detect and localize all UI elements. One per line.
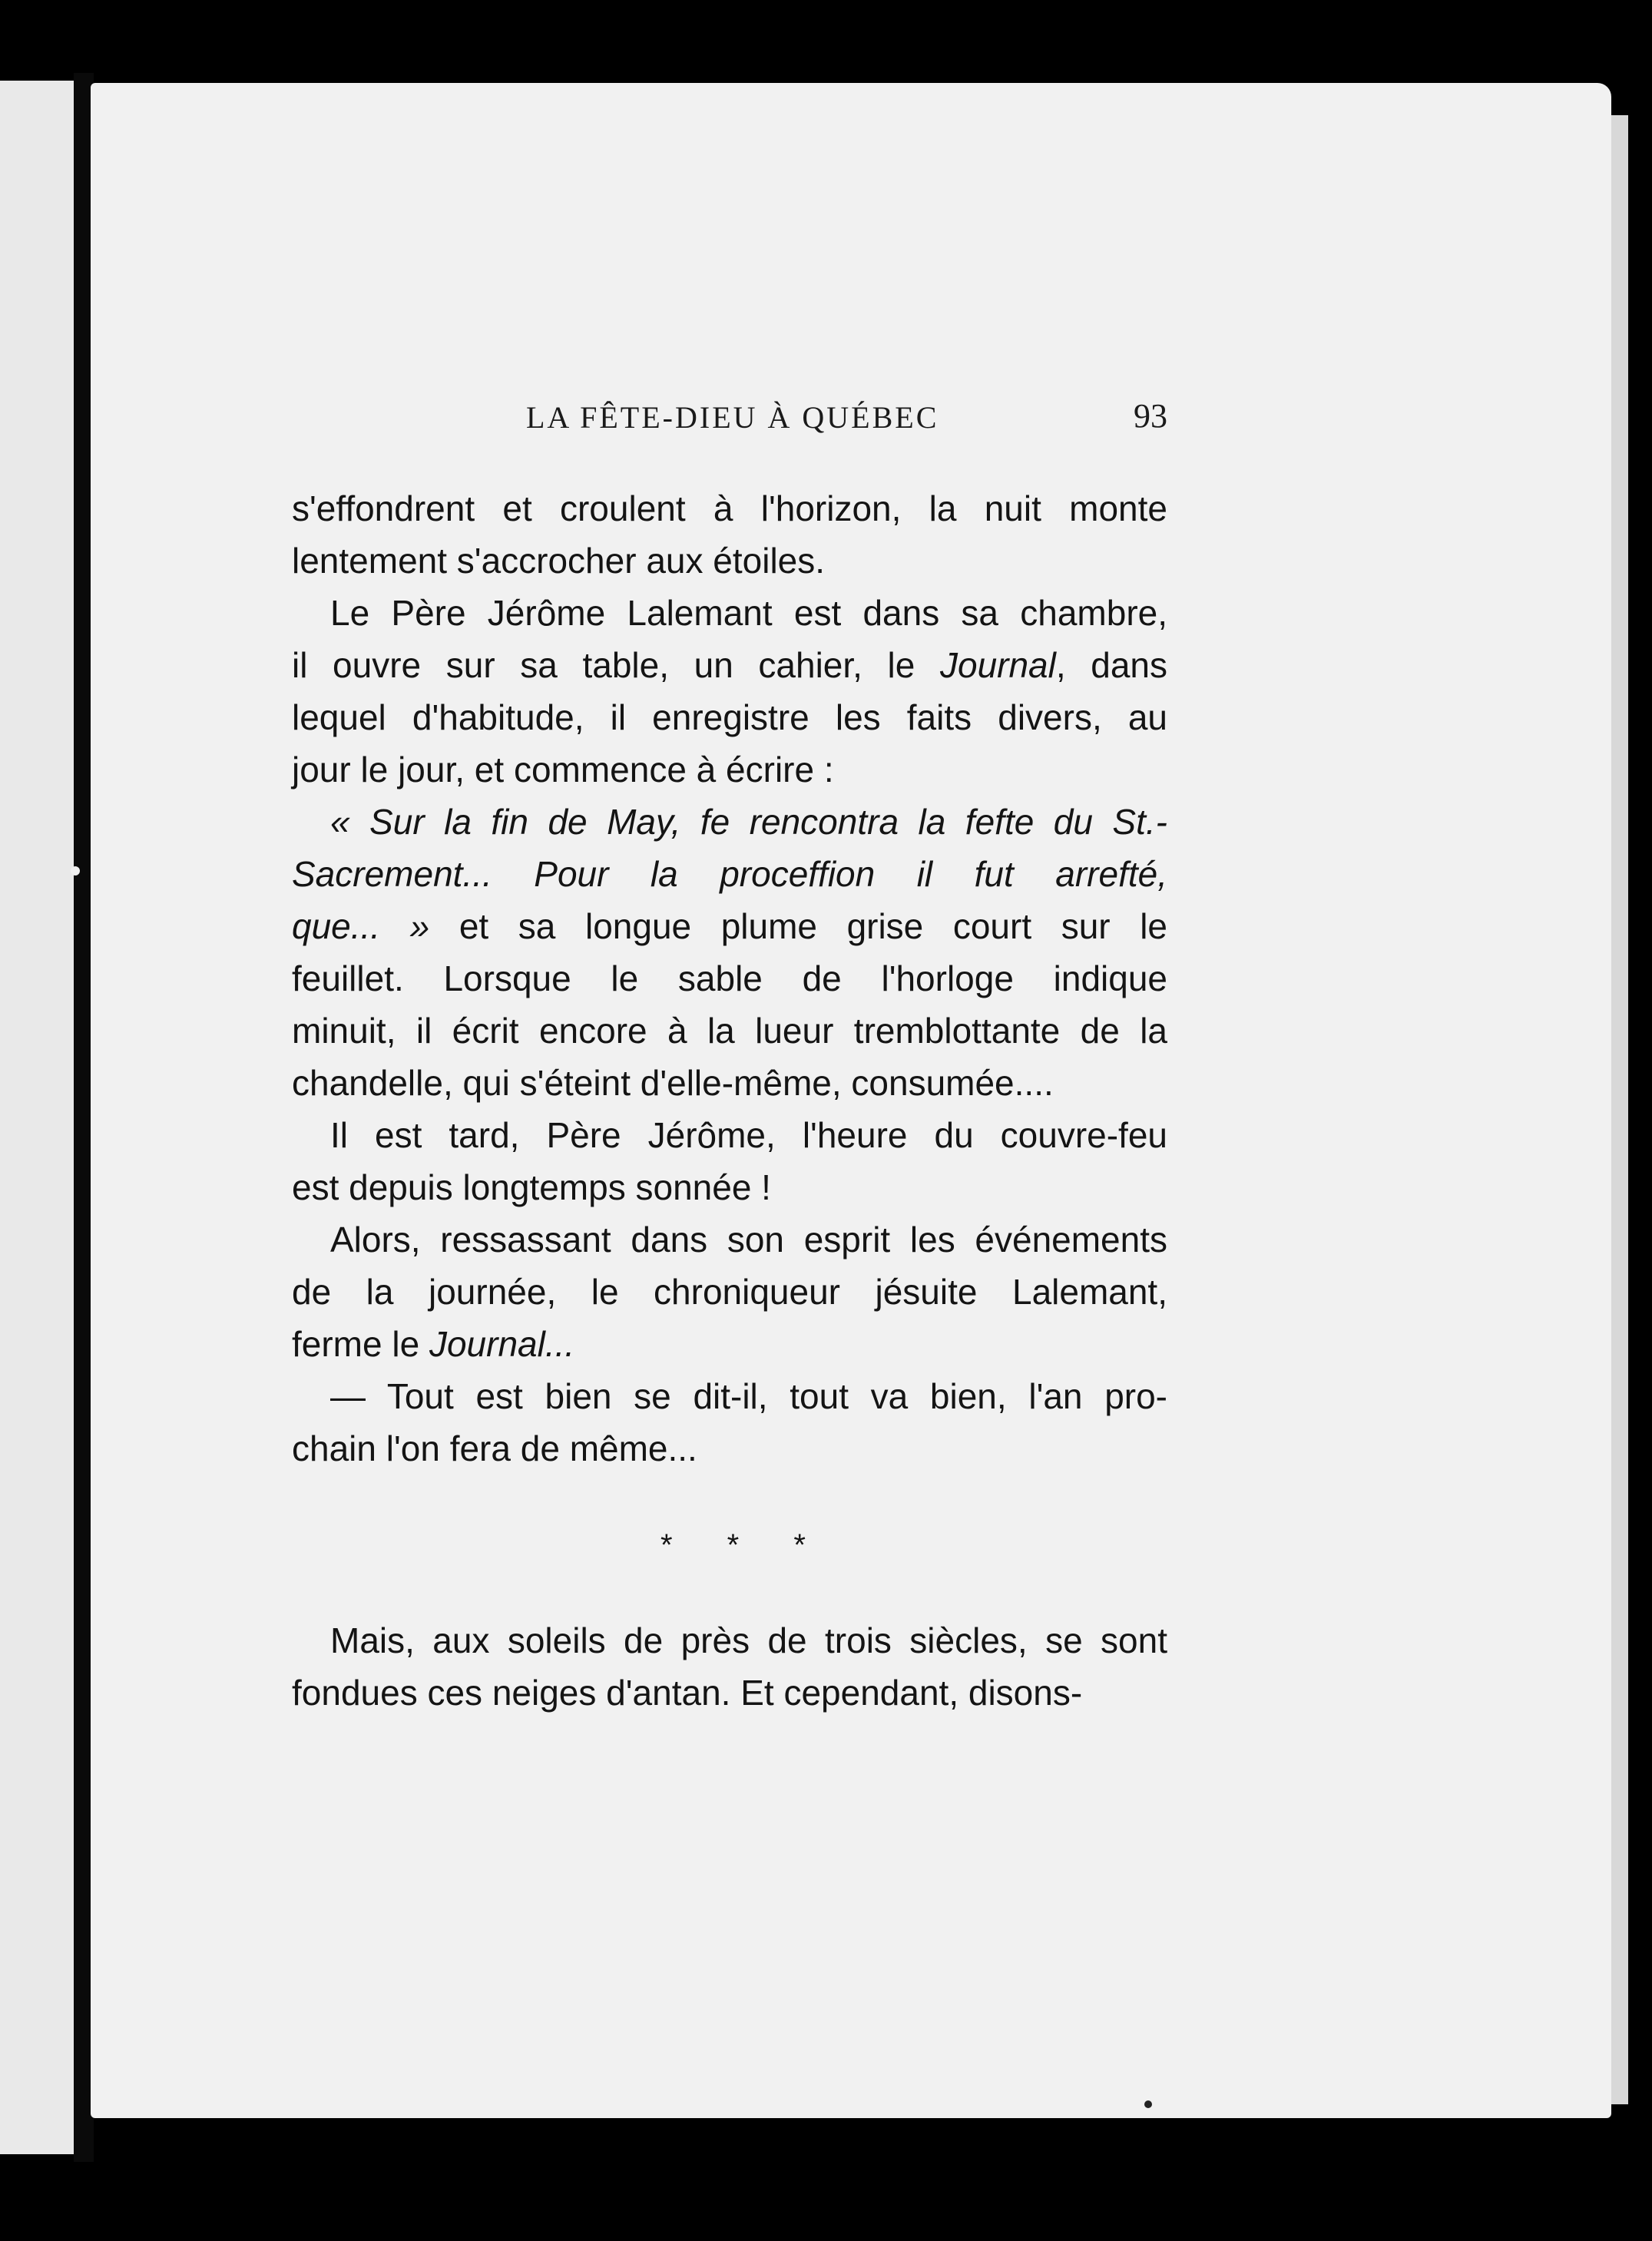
text-line: de la journée, le chroniqueur jésuite Lalemant, xyxy=(292,1272,1167,1312)
text-line: Mais, aux soleils de près de trois siècles, se sont xyxy=(330,1620,1167,1660)
text-line: feuillet. Lorsque le sable de l'horloge indique xyxy=(292,958,1167,998)
text-line xyxy=(292,900,1167,952)
body-text xyxy=(292,482,1167,1475)
text-line: s'effondrent et croulent à l'horizon, la nuit monte xyxy=(292,488,1167,528)
page-number: 93 xyxy=(1134,397,1167,435)
text-line: — Tout est bien se dit-il, tout va bien, l'an pro- xyxy=(330,1376,1167,1416)
text-line: lentement s'accrocher aux étoiles. xyxy=(292,541,826,581)
text-line: chandelle, qui s'éteint d'elle-même, consumée.... xyxy=(292,1063,1054,1103)
text-line: Le Père Jérôme Lalemant est dans sa chambre, xyxy=(330,593,1167,633)
text-line: est depuis longtemps sonnée ! xyxy=(292,1167,771,1207)
text-line: lequel d'habitude, il enregistre les faits divers, au xyxy=(292,697,1167,737)
text-line: chain l'on fera de même... xyxy=(292,1428,697,1468)
journal-title: Journal xyxy=(939,645,1056,685)
quotation-end: que... » xyxy=(292,906,430,946)
text-line xyxy=(292,639,1167,691)
section-separator: * * * xyxy=(660,1528,829,1562)
quotation-line: « Sur la fin de May, fe rencontra la fefte du St.- xyxy=(330,802,1167,842)
print-speck xyxy=(71,866,80,876)
text-line: fondues ces neiges d'antan. Et cependant, disons- xyxy=(292,1673,1083,1713)
text-line: Alors, ressassant dans son esprit les événements xyxy=(330,1220,1167,1260)
text-line: jour le jour, et commence à écrire : xyxy=(292,750,834,789)
text-run: , dans xyxy=(1055,645,1168,685)
print-speck xyxy=(1144,2100,1152,2108)
text-line: minuit, il écrit encore à la lueur tremblottante de la xyxy=(292,1011,1167,1051)
text-run: et sa longue plume grise court sur le xyxy=(429,906,1167,946)
text-line: Il est tard, Père Jérôme, l'heure du couvre-feu xyxy=(330,1115,1167,1155)
journal-title: Journal... xyxy=(429,1324,575,1364)
facing-page-edge xyxy=(0,81,77,2154)
text-run: il ouvre sur sa table, un cahier, le xyxy=(292,645,940,685)
closing-text xyxy=(292,1614,1167,1719)
text-run: ferme le xyxy=(292,1324,429,1364)
quotation-line: Sacrement... Pour la proceffion il fut arrefté, xyxy=(292,854,1167,894)
text-line xyxy=(292,1318,1167,1370)
running-head: LA FÊTE-DIEU À QUÉBEC xyxy=(526,400,939,435)
